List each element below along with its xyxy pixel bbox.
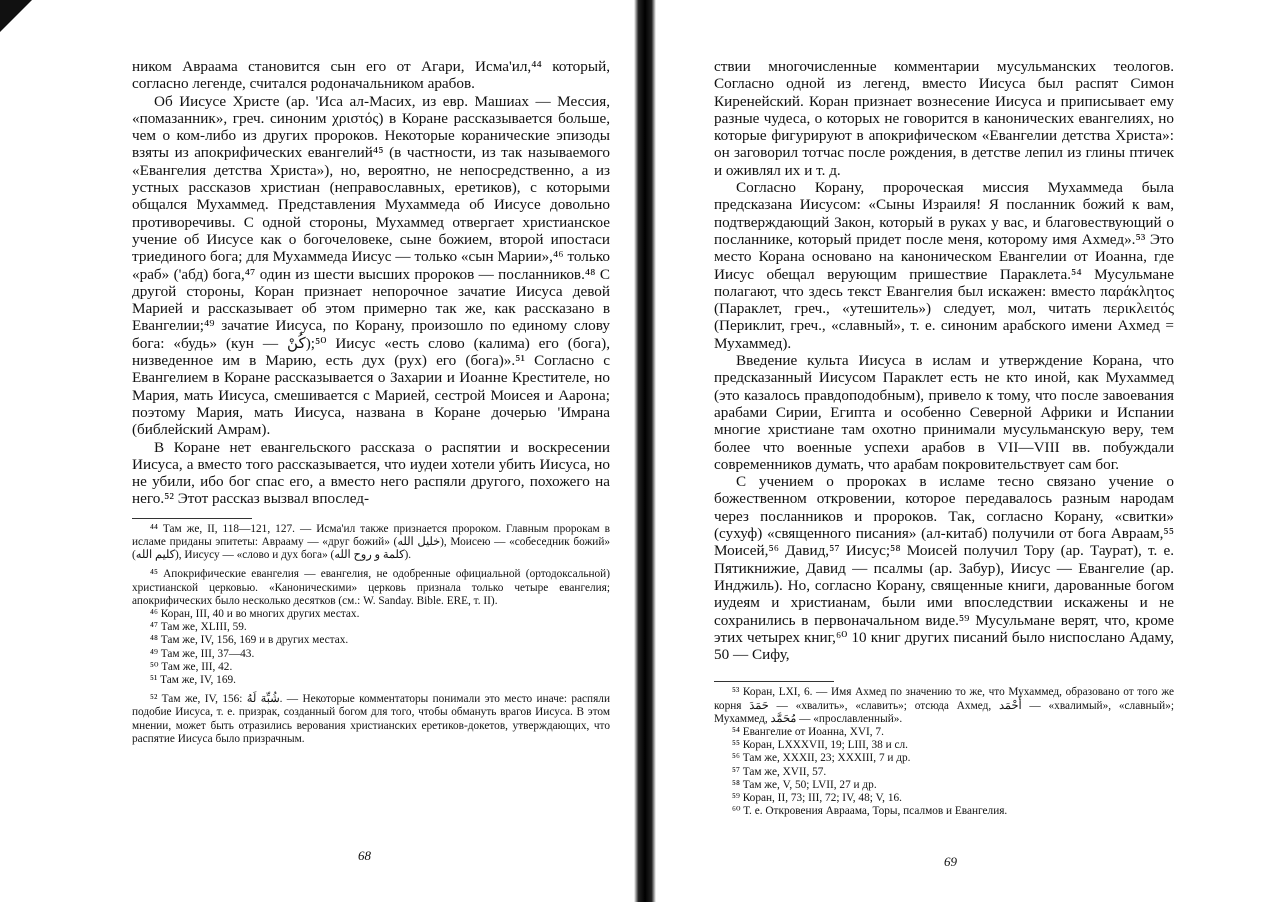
page-number: 69 xyxy=(944,854,957,869)
footnote: ⁴⁴ Там же, II, 118—121, 127. — Исма'ил также признается пророком. Главным пророкам в исламе приданы эпитеты: Аврааму — «друг божий» (خليل الله), Моисею — «собеседник божий» (كليم الله), Иисусу — «слово и дух бога» (كلمة و روح الله). xyxy=(132,522,611,562)
footnote: ⁵² Там же, IV, 156: شُبِّهَ لَهُ. — Некоторые комментаторы понимали это место иначе: распяли подобие Иисуса, т. е. призрак, созданный богом для того, чтобы обмануть врагов Иисуса. В этом мнении, может быть отразились верования христианских еретиков-докетов, утверждающих, что распятие Иисуса было призрачным. xyxy=(132,693,610,745)
right-text-column xyxy=(714,58,1174,818)
paragraph: ствии многочисленные комментарии мусульманских теологов. Согласно одной из легенд, вместо Иисуса был распят Симон Киренейский. Коран признает вознесение Иисуса и приписывает ему разные чудеса, о которых не говорится в канонических евангелиях, но которые фигурируют в апокрифическом «Евангелии детства Христа»: он заговорил тотчас после рождения, в детстве лепил из глины птичек и оживлял их и т. д. xyxy=(714,58,1174,179)
footnote: ⁵³ Коран, LXI, 6. — Имя Ахмед по значению то же, что Мухаммед, образовано от того же корня حَمَدَ — «хвалить», «славить»; отсюда Ахмед, أَحْمَد — «хвалимый», «славный»; Мухаммед, مُحَمَّد — «прославленный». xyxy=(714,686,1175,725)
footnote: ⁵⁶ Там же, XXXII, 23; XXXIII, 7 и др. xyxy=(732,752,911,765)
footnote: ⁵⁸ Там же, V, 50; LVII, 27 и др. xyxy=(732,778,877,791)
footnote: ⁴⁶ Коран, III, 40 и во многих других местах. xyxy=(150,607,360,620)
footnote: ⁴⁸ Там же, IV, 156, 169 и в других местах. xyxy=(150,634,349,647)
footnote-rule xyxy=(714,681,834,682)
paragraph: Согласно Корану, пророческая миссия Мухаммеда была предсказана Иисусом: «Сыны Израиля! Я посланник божий к вам, подтверждающий Закон, который в руках у вас, и благовествующий о посланнике, который придет после меня, которому имя Ахмед».⁵³ Это место Корана основано на каноническом Евангелии от Иоанна, где Иисус обещал верующим пришествие Параклета.⁵⁴ Мусульмане полагают, что здесь текст Евангелия был искажен: вместо παράκλητος (Параклет, греч., «утешитель») следует, мол, читать περικλειτός (Периклит, греч., «славный», т. е. синоним арабского имени Ахмед = Мухаммед). xyxy=(714,179,1174,352)
scan-corner-shadow xyxy=(0,0,32,32)
footnote: ⁵⁵ Коран, LXXXVII, 19; LIII, 38 и сл. xyxy=(732,739,908,752)
paragraph: ником Авраама становится сын его от Агари, Исма'ил,⁴⁴ который, согласно легенде, считался родоначальником арабов. xyxy=(132,58,610,93)
footnote: ⁴⁹ Там же, III, 37—43. xyxy=(150,647,255,660)
left-footnotes xyxy=(132,514,610,746)
footnote: ⁵⁷ Там же, XVII, 57. xyxy=(732,765,827,778)
left-text-column xyxy=(132,58,610,746)
footnote: ⁴⁷ Там же, XLIII, 59. xyxy=(150,621,247,634)
paragraph: Введение культа Иисуса в ислам и утверждение Корана, что предсказанный Иисусом Параклет есть не кто иной, как Мухаммед (это казалось правдоподобным), привело к тому, что после завоевания арабами Сирии, Египта и особенно Северной Африки и Испании многие христиане там охотно принимали мусульманскую веру, тем более что военные успехи арабов в VII—VIII вв. побуждали современников думать, что арабам покровительствует сам бог. xyxy=(714,352,1174,473)
footnote: ⁶⁰ Т. е. Откровения Авраама, Торы, псалмов и Евангелия. xyxy=(732,805,1008,818)
paragraph: Об Иисусе Христе (ар. 'Иса ал-Масих, из евр. Машиах — Мессия, «помазанник», греч. синоним χριστός) в Коране рассказывается больше, чем о ком-либо из других пророков. Некоторые коранические эпизоды взяты из апокрифических евангелий⁴⁵ (в частности, из так называемого «Евангелия детства Христа»), но, вероятно, не непосредственно, а из устных рассказов христиан (неправославных, еретиков), с которыми общался Мухаммед. Представления Мухаммеда об Иисусе довольно противоречивы. С одной стороны, Мухаммед отвергает христианское учение об Иисусе как о богочеловеке, сыне божием, второй ипостаси триединого бога; для Мухаммеда Иисус — только «сын Марии»,⁴⁶ только «раб» ('абд) бога,⁴⁷ один из шести высших пророков — посланников.⁴⁸ С другой стороны, Коран признает непорочное зачатие Иисуса девой Марией и рассказывает об этом примерно так же, как рассказано в Евангелии;⁴⁹ зачатие Иисуса, по Корану, произошло по единому слову бога: «будь» (кун — كُنْ);⁵⁰ Иисус «есть слово (калима) его (бога), низведенное им в Марию, есть дух (рух) его (бога)».⁵¹ Согласно с Евангелием в Коране рассказывается о Захарии и Иоанне Крестителе, но Мария, мать Иисуса, смешивается с Марией, сестрой Моисея и Аарона; поэтому Мария, мать Иисуса, названа в Коране дочерью 'Имрана (библейский Амрам). xyxy=(132,92,610,439)
page-number: 68 xyxy=(358,848,371,863)
left-body-text xyxy=(132,58,610,508)
footnote: ⁵¹ Там же, IV, 169. xyxy=(150,673,236,686)
right-body-text xyxy=(714,58,1174,663)
footnote: ⁵⁴ Евангелие от Иоанна, XVI, 7. xyxy=(732,726,884,738)
footnote: ⁴⁵ Апокрифические евангелия — евангелия, не одобренные официальной (ортодоксальной) христианской церковью. «Каноническими» церковь признала только четыре евангелия; апокрифических было несколько десятков (см.: W. Sanday. Bible. ERE, т. II). xyxy=(132,568,610,607)
footnote: ⁵⁹ Коран, II, 73; III, 72; IV, 48; V, 16. xyxy=(732,792,902,805)
footnote-rule xyxy=(132,518,252,519)
footnote: ⁵⁰ Там же, III, 42. xyxy=(150,660,233,673)
paragraph: С учением о пророках в исламе тесно связано учение о божественном откровении, которое передавалось разным народам через посланников и пророков. Так, согласно Корану, «свитки» (сухуф) «священного писания» (ал-китаб) получили от бога Авраам,⁵⁵ Моисей,⁵⁶ Давид,⁵⁷ Иисус;⁵⁸ Моисей получил Тору (ар. Таурат), т. е. Пятикнижие, Давид — псалмы (ар. Забур), Иисус — Евангелие (ар. Инджиль). Но, согласно Корану, священные книги, дарованные богом иудеям и христианам, были ими впоследствии искажены и не сохранились в первоначальном виде.⁵⁹ Мусульмане верят, что, кроме этих четырех книг,⁶⁰ 10 книг других писаний было ниспослано Адаму, 50 — Сифу, xyxy=(714,473,1174,664)
right-page xyxy=(640,0,1274,902)
right-footnotes xyxy=(714,677,1174,818)
paragraph: В Коране нет евангельского рассказа о распятии и воскресении Иисуса, а вместо того рассказывается, что иудеи хотели убить Иисуса, но не убили, ибо бог спас его, а вместо него распяли другого, похожего на него.⁵² Этот рассказ вызвал впослед- xyxy=(132,438,610,508)
